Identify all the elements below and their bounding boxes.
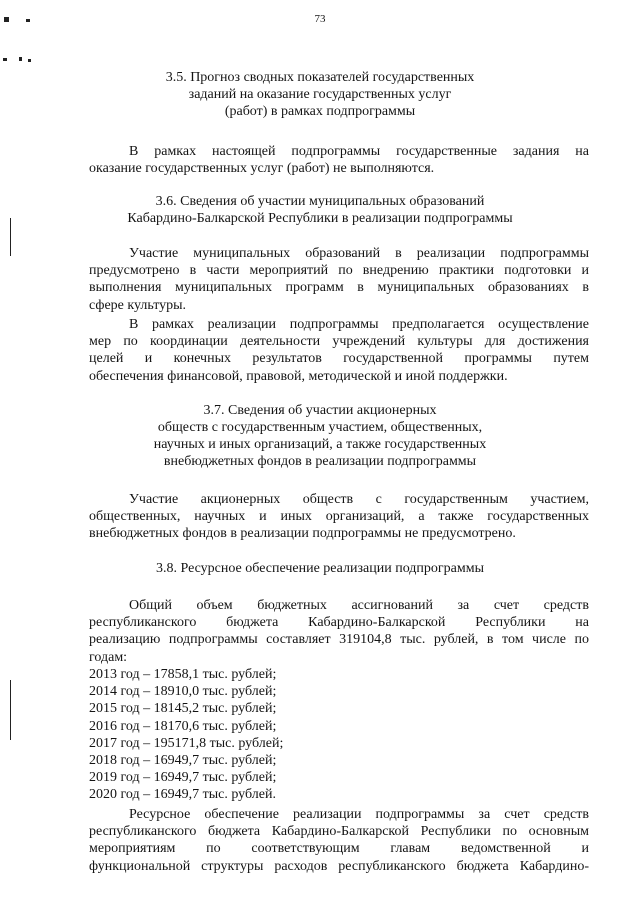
list-item: 2018 год – 16949,7 тыс. рублей; <box>89 753 277 769</box>
list-item: 2019 год – 16949,7 тыс. рублей; <box>89 770 277 786</box>
funding-by-year-list <box>89 666 283 804</box>
list-item: 2017 год – 195171,8 тыс. рублей; <box>89 735 284 751</box>
section-3-5-paragraph: В рамках настоящей подпрограммы государственные задания на оказание государственных услуг (работ) не выполняются. <box>89 144 589 177</box>
section-3-8-paragraph-2: Ресурсное обеспечение реализации подпрограммы за счет средств республиканского бюджета Кабардино-Балкарской Республики по основным мероприятиям по соответствующим главам ведомственной и функциональной структуры расходов республиканского бюджета Кабардино- <box>89 807 589 874</box>
scan-line <box>10 680 11 740</box>
section-3-6-paragraph-2: В рамках реализации подпрограммы предполагается осуществление мер по координации деятельности учреждений культуры для достижения целей и конечных результатов государственной программы путем обеспечения финансовой, правовой, методической и иной поддержки. <box>89 317 589 384</box>
page-number: 73 <box>314 13 326 25</box>
scan-mark <box>19 57 22 61</box>
section-3-6-paragraph-1: Участие муниципальных образований в реализации подпрограммы предусмотрено в части мероприятий по внедрению практики подготовки и выполнения муниципальных программ в муниципальных образованиях в сфере культуры. <box>89 246 589 313</box>
list-item: 2015 год – 18145,2 тыс. рублей; <box>89 701 277 717</box>
list-item: 2014 год – 18910,0 тыс. рублей; <box>89 684 277 700</box>
list-item: 2016 год – 18170,6 тыс. рублей; <box>89 718 277 734</box>
list-item: 2020 год – 16949,7 тыс. рублей. <box>89 787 276 803</box>
scan-mark <box>3 58 7 61</box>
list-item: 2013 год – 17858,1 тыс. рублей; <box>89 667 277 682</box>
section-3-6-heading: 3.6. Сведения об участии муниципальных образований Кабардино-Балкарской Республики в реализации подпрограммы <box>127 194 513 226</box>
section-3-7-paragraph: Участие акционерных обществ с государственным участием, общественных, научных и иных организаций, а также государственных внебюджетных фондов в реализации подпрограммы не предусмотрено. <box>89 492 589 542</box>
section-3-8-paragraph-1: Общий объем бюджетных ассигнований за счет средств республиканского бюджета Кабардино-Балкарской Республики на реализацию подпрограммы составляет 319104,8 тыс. рублей, в том числе по годам: <box>89 598 589 665</box>
section-3-7-heading: 3.7. Сведения об участии акционерных обществ с государственным участием, общественных, научных и иных организаций, а также государственных внебюджетных фондов в реализации подпрограммы <box>153 403 487 469</box>
scan-mark <box>28 59 31 62</box>
section-3-5-heading: 3.5. Прогноз сводных показателей государственных заданий на оказание государственных услуг (работ) в рамках подпрограммы <box>165 70 475 119</box>
section-3-8-heading: 3.8. Ресурсное обеспечение реализации подпрограммы <box>155 561 484 576</box>
